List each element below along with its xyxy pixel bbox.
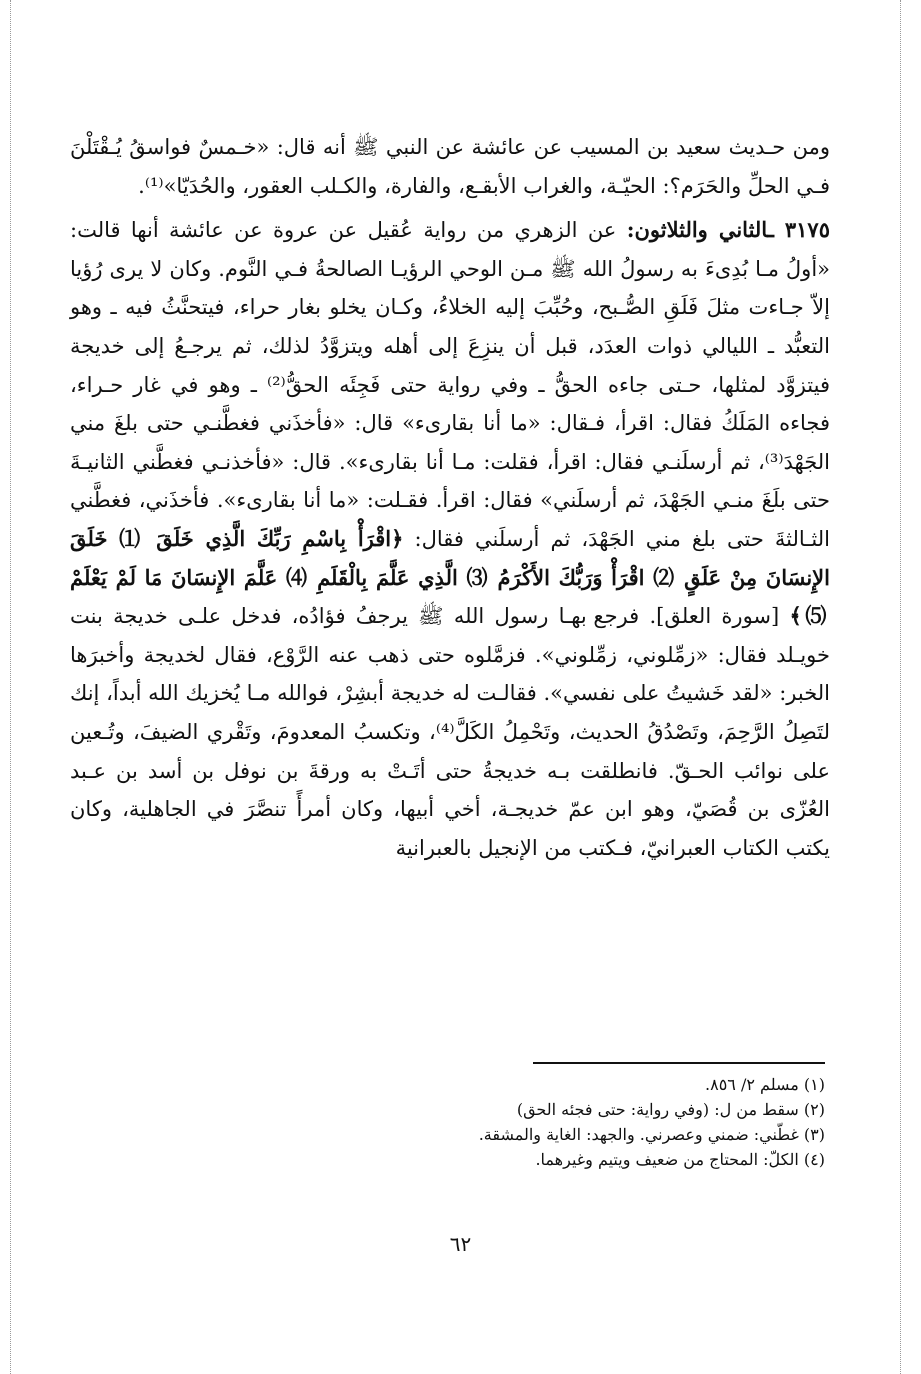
page-number: ٦٢ [449, 1232, 472, 1256]
hadith-heading: الثاني والثلاثون: [626, 217, 768, 243]
surah-reference: [سورة العلق]. [639, 604, 790, 629]
scan-margin-right [900, 0, 901, 1374]
footnote-2: (٢) سقط من ل: (وفي رواية: حتى فجئه الحق) [516, 1100, 825, 1119]
page-body [70, 128, 830, 867]
footnote-1: (١) مسلم ٢/ ٨٥٦. [705, 1075, 825, 1094]
footnote-separator [533, 1062, 825, 1064]
hadith-paragraph-2 [70, 211, 830, 867]
quran-verses: ﴿اقْرَأْ بِاسْمِ رَبِّكَ الَّذِي خَلَقَ ⑴ خَلَقَ الإِنسَانَ مِنْ عَلَقٍ ⑵ اقْرَأْ وَرَبُّكَ الأَكْرَمُ ⑶ الَّذِي عَلَّمَ بِالْقَلَمِ ⑷ عَلَّمَ الإِنسَانَ مَا لَمْ يَعْلَمْ ⑸﴾ [70, 525, 830, 629]
footnote-4: (٤) الكلّ: المحتاج من ضعيف ويتيم وغيرهما. [535, 1150, 825, 1169]
hadith-number: ٣١٧٥ ـ [767, 217, 830, 243]
footnote-3: (٣) غطّني: ضمني وعصرني. والجهد: الغاية والمشقة. [478, 1125, 825, 1144]
footnotes [300, 1072, 825, 1172]
scan-margin-left [10, 0, 11, 1374]
hadith-paragraph-1: ومن حـديث سعيد بن المسيب عن عائشة عن النبي ﷺ أنه قال: «خـمسٌ فواسقُ يُـقْتَلْنَ فـي الحلِّ والحَرَم؟: الحيّـة، والغراب الأبقـع، والفارة، والكـلب العقور، والحُدَيّا»⁽¹⁾. [70, 135, 830, 198]
hadith-text-intro: عن الزهري من رواية عُقيل عن عروة عن عائشة أنها قالت: «أولُ مـا بُدِىءَ به رسولُ الله ﷺ مـن الوحي الرؤيـا الصالحةُ فـي النَّوم. وكان لا يرى رُؤيا إلاّ جـاءت مثلَ فَلَقِ الصُّـبح، وحُبِّبَ إليه الخلاءُ، وكـان يخلو بغار حراء، فيتحنَّثُ فيه ـ وهو التعبُّد ـ الليالي ذوات العدَد، قبل أن ينزِعَ إلى أهله ويتزوَّدُ لذلك، ثم يرجـعُ إلى خديجة فيتزوَّد لمثلها، حـتى جاءه الحقُّ ـ وفي رواية حتى فَجِئَه الحقُّ⁽²⁾ ـ وهو في غار حـراء، فجاءه المَلَكُ فقال: اقرأ، فـقال: «ما أنا بقارىء» قال: «فأخذَني فغطَّنـي حتى بلغَ مني الجَهْدَ⁽³⁾، ثم أرسلَنـي فقال: اقرأ، فقلت: مـا أنا بقارىء». قال: «فأخذنـي فغطَّني الثانيـةَ حتى بلَغَ منـي الجَهْدَ، ثم أرسلَني» فقال: اقرأ. فقـلت: «ما أنا بقارىء». فأخذَني، فغطَّني الثـالثةَ حتى بلغ مني الجَهْدَ، ثم أرسلَني فقال: [70, 218, 831, 551]
hadith-text-continuation: فرجع بهـا رسول الله ﷺ يرجفُ فؤادُه، فدخل علـى خديجة بنت خويـلد فقال: «زمِّلوني، زمِّلوني». فزمَّلوه حتى ذهب عنه الرَّوْع، فقال لخديجة وأخبرَها الخبر: «لقد خَشيتُ على نفسي». فقالـت له خديجة أبشِرْ، فوالله مـا يُخزيك الله أبداً، إنك لتَصِلُ الرَّحِمَ، وتَصْدُقُ الحديث، وتَحْمِلُ الكَلَّ⁽⁴⁾، وتكسبُ المعدومَ، وتَقْري الضيفَ، وتُـعين على نوائب الحـقّ. فانطلقت بـه خديجةُ حتى أتَـتْ به ورقةَ بن نوفل بن أسد بن عـبد العُزّى بن قُصَيّ، وهو ابن عمّ خديجـة، أخي أبيها، وكان أمرأً تنصَّرَ في الجاهلية، وكان يكتب الكتاب العبرانيّ، فـكتب من الإنجيل بالعبرانية [70, 604, 830, 860]
